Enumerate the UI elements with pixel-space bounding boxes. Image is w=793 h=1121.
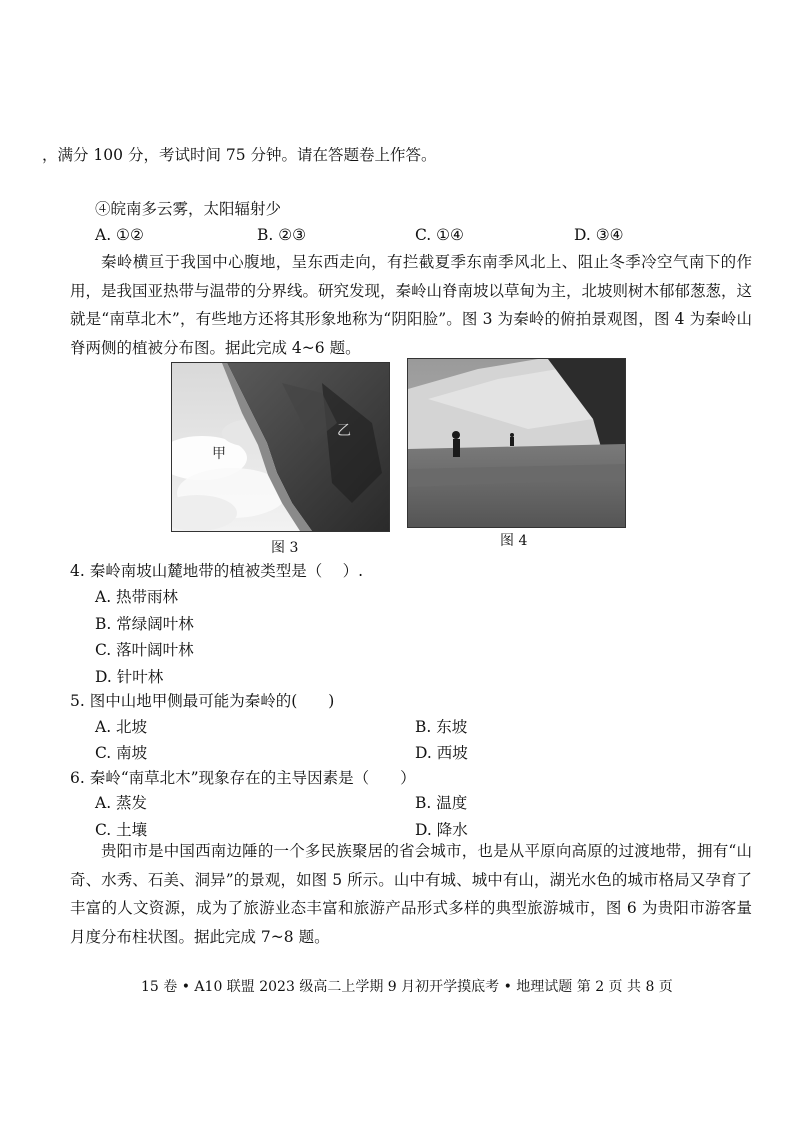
prev-question-item: ④皖南多云雾，太阳辐射少	[95, 200, 282, 218]
question-4-option-a: A. 热带雨林	[95, 588, 179, 606]
question-5-option-a: A. 北坡	[95, 718, 148, 736]
question-5-stem: 5. 图中山地甲侧最可能为秦岭的( )	[70, 692, 335, 710]
figure-3-label-yi: 乙	[337, 423, 351, 439]
figure-3-photo	[171, 362, 390, 532]
figure-4-caption: 图 4	[500, 533, 528, 549]
question-4-option-d: D. 针叶林	[95, 668, 164, 686]
prev-option-a: A. ①②	[95, 226, 144, 244]
question-6-option-b: B. 温度	[415, 794, 468, 812]
figure-3-label-jia: 甲	[212, 446, 226, 462]
page-footer: 15 卷 • A10 联盟 2023 级高二上学期 9 月初开学摸底考 • 地理试题 第 2 页 共 8 页	[141, 979, 673, 995]
question-5-option-c: C. 南坡	[95, 744, 148, 762]
passage-qinling: 秦岭横亘于我国中心腹地，呈东西走向，有拦截夏季东南季风北上、阻止冬季冷空气南下的作用，是我国亚热带与温带的分界线。研究发现，秦岭山脊南坡以草甸为主，北坡则树木郁郁葱葱，这就是“南草北木”，有些地方还将其形象地称为“阴阳脸”。图 3 为秦岭的俯拍景观图，图 4 为秦岭山脊两侧的植被分布图。据此完成 4~6 题。	[70, 253, 753, 357]
figure-4-image	[408, 359, 625, 527]
prev-option-b: B. ②③	[257, 226, 307, 244]
question-4-option-b: B. 常绿阔叶林	[95, 615, 194, 633]
question-6-option-d: D. 降水	[415, 821, 468, 839]
prev-option-c: C. ①④	[415, 226, 464, 244]
figure-3-caption: 图 3	[271, 540, 299, 556]
question-6-option-c: C. 土壤	[95, 821, 148, 839]
prev-option-d: D. ③④	[574, 226, 624, 244]
question-4-option-c: C. 落叶阔叶林	[95, 641, 194, 659]
passage-guiyang: 贵阳市是中国西南边陲的一个多民族聚居的省会城市，也是从平原向高原的过渡地带，拥有“山奇、水秀、石美、洞异”的景观，如图 5 所示。山中有城、城中有山，湖光水色的城市格局又孕育了丰富的人文资源，成为了旅游业态丰富和旅游产品形式多样的典型旅游城市，图 6 为贵阳市游客量月度分布柱状图。据此完成 7~8 题。	[70, 842, 752, 946]
header-line: ，满分 100 分，考试时间 75 分钟。请在答题卷上作答。	[42, 146, 437, 164]
question-4-stem: 4. 秦岭南坡山麓地带的植被类型是（ ）.	[70, 562, 364, 580]
question-6-option-a: A. 蒸发	[95, 794, 148, 812]
question-5-option-d: D. 西坡	[415, 744, 468, 762]
question-5-option-b: B. 东坡	[415, 718, 468, 736]
question-6-stem: 6. 秦岭“南草北木”现象存在的主导因素是（ ）	[70, 769, 416, 787]
figure-3-image	[172, 363, 389, 531]
figure-4-photo	[407, 358, 626, 528]
